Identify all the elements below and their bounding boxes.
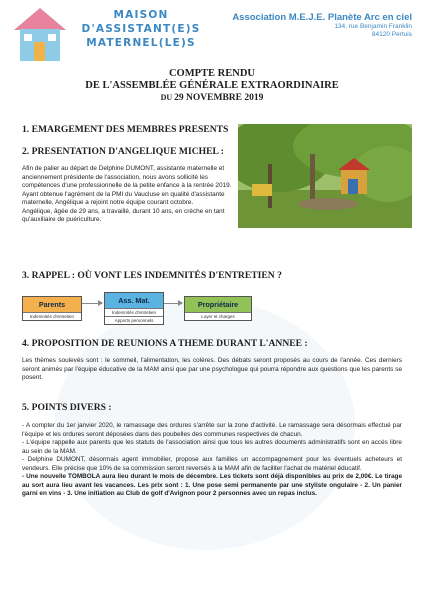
logo-line-1: MAISON <box>113 9 169 21</box>
logo-line-3: MATERNEL(LE)S <box>86 37 196 49</box>
flow-arrow-2 <box>164 303 182 304</box>
flow-box-parents <box>22 296 82 321</box>
logo <box>10 2 210 72</box>
divers-item-2: - L'équipe rappelle aux parents que les statuts de l'association ainsi que tous les autres documents administratifs sont en accès libre au sein de la MAM. <box>22 439 402 455</box>
date-value: 29 NOVEMBRE 2019 <box>174 93 264 103</box>
divers-item-4-tombola: - Une nouvelle TOMBOLA aura lieu durant le mois de décembre. Les tickets sont déjà disponibles au prix de 2,00€. Le tirage au sort aura lieu avant les vacances. Les prix sont : 1. Une pose semi permanente par une styliste ongulaire - 2. Un panier garni en vins - 3. Une initiation au Club de golf d'Avignon pour 2 personnes avec un repas inclus. <box>22 473 402 497</box>
title-line-1: COMPTE RENDU <box>168 68 256 79</box>
reunions-text <box>22 357 402 383</box>
section-4-heading: 4. PROPOSITION DE REUNIONS A THEME DURANT L'ANNEE : <box>22 338 308 349</box>
flow-box-proprietaire <box>184 296 252 321</box>
association-name: Association M.E.J.E. Planète Arc en ciel <box>232 12 412 23</box>
divers-item-1: - A compter du 1er janvier 2020, le ramassage des ordures s'arrête sur la zone d'activité. Le ramassage sera désormais effectué par l'équipe et les ordures seront déposées dans des poubelles des communes respectives de chacun. <box>22 422 402 438</box>
presentation-paragraph-2: Ayant obtenue l'agrément de la PMI du Vaucluse en qualité d'assistante maternelle, Angélique a rejoint notre équipe courant octobre. <box>22 190 225 206</box>
presentation-paragraph-1: Afin de palier au départ de Delphine DUMONT, assistante maternelle et anciennement présidente de l'association, nous avons sollicité les compétences d'une professionnelle de la petite enfance à la rentrée 2019. <box>22 165 232 189</box>
divers-item-3: - Delphine DUMONT, désormais agent immobilier, propose aux familles un accompagnement pour les éventuels acheteurs et vendeurs. Elle précise que 10% de sa commission seront reversés à la MAM afin de faciliter l'achat de matériel éducatif. <box>22 456 402 472</box>
address-city: 84120 Pertuis <box>371 31 412 38</box>
presentation-text <box>22 165 232 225</box>
flow-sub-assmat-2: Apports personnels <box>105 316 163 324</box>
flow-arrow-1 <box>82 303 102 304</box>
playground-photo <box>238 124 412 228</box>
association-address <box>232 12 412 39</box>
title-line-2: DE L'ASSEMBLÉE GÉNÉRALE EXTRAORDINAIRE <box>85 80 339 91</box>
logo-line-2: D'ASSISTANT(E)S <box>81 23 201 35</box>
section-2-heading: 2. PRESENTATION D'ANGELIQUE MICHEL : <box>22 146 224 157</box>
date-prefix: DU <box>160 93 173 102</box>
flow-sub-parents: Indemnités d'entretien <box>23 312 81 320</box>
address-street: 134, rue Benjamin Franklin <box>334 23 412 30</box>
reunions-paragraph: Les thèmes soulevés sont : le sommeil, l'alimentation, les colères. Des débats seront proposés au cours de l'année. Ces derniers seront animés par l'équipe éducative de la MAM ainsi que par une psychologue qui pourra répondre aux questions que les parents se posent. <box>22 357 402 381</box>
section-3-heading: 3. RAPPEL : OÙ VONT LES INDEMNITÉS D'ENTRETIEN ? <box>22 270 282 281</box>
section-1-heading: 1. EMARGEMENT DES MEMBRES PRESENTS <box>22 124 229 135</box>
section-5-heading: 5. POINTS DIVERS : <box>22 402 112 413</box>
flow-sub-assmat-1: Indemnités d'entretien <box>105 308 163 316</box>
flow-label-parents: Parents <box>23 297 81 312</box>
flow-label-proprietaire: Propriétaire <box>185 297 251 312</box>
house-logo-icon <box>10 2 70 64</box>
flow-sub-proprietaire: Loyer et charges <box>185 312 251 320</box>
title-date <box>0 92 424 104</box>
document-title <box>0 68 424 104</box>
flow-label-assmat: Ass. Mat. <box>105 293 163 308</box>
flow-box-assmat <box>104 292 164 325</box>
presentation-paragraph-3: Angélique, âgée de 29 ans, a travaillé, durant 10 ans, en crèche en tant qu'auxiliaire de puériculture. <box>22 207 225 223</box>
divers-text <box>22 422 402 499</box>
